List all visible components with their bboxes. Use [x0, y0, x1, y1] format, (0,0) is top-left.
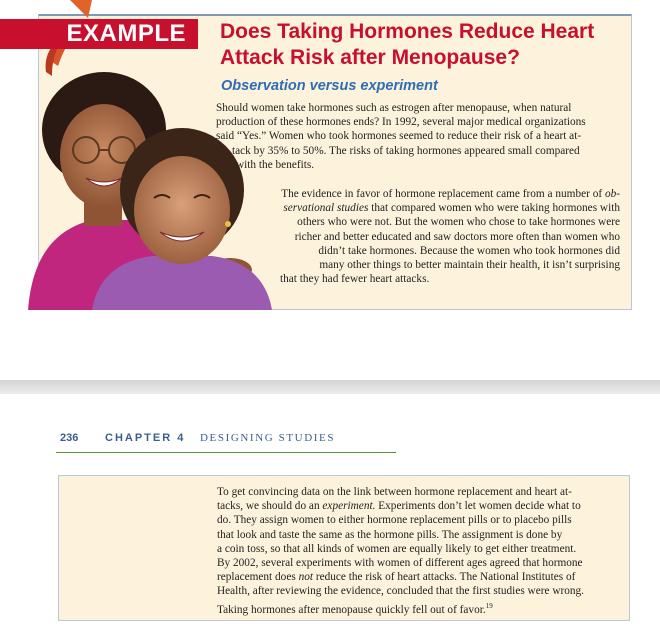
page-gap: [0, 380, 660, 394]
text-line: didn’t take hormones. Because the women who took hormones did: [318, 244, 620, 257]
chapter-label: CHAPTER 4: [105, 432, 186, 444]
text-line: that they had fewer heart attacks.: [280, 273, 430, 286]
text-line: Should women take hormones such as estrogen after menopause, when natural: [216, 102, 572, 114]
text-span: The evidence in favor of hormone replacement came from a number of: [281, 188, 605, 200]
paragraph-3: [217, 485, 620, 617]
emphasis-text: not: [298, 571, 313, 584]
text-span: reduce the risk of heart attacks. The National Institutes of: [313, 571, 576, 584]
text-line: many other things to better maintain their health, it isn’t surprising: [319, 259, 620, 272]
text-line: a coin toss, so that all kinds of women are equally likely to get either treatment.: [217, 542, 577, 555]
footnote-marker: 19: [485, 601, 493, 610]
text-line: richer and better educated and saw doctors more often than women who: [294, 230, 620, 243]
example-title-line: Attack Risk after Menopause?: [220, 46, 520, 69]
example-title-line: Does Taking Hormones Reduce Heart: [220, 20, 595, 43]
text-span: replacement does: [217, 571, 299, 584]
running-head-rule: [56, 452, 396, 453]
emphasis-text: ob-: [604, 188, 620, 200]
text-line: do. They assign women to either hormone replacement pills or to placebo pills: [217, 514, 572, 527]
example-badge: EXAMPLE: [0, 19, 198, 49]
text-line: [217, 499, 620, 513]
paragraph-1: [216, 101, 620, 172]
text-line: [236, 187, 620, 201]
text-line: tack by 35% to 50%. The risks of taking hormones appeared small compared: [232, 144, 580, 157]
emphasis-text: servational studies: [283, 202, 369, 215]
text-span: that compared women who were taking hormones with: [368, 202, 620, 215]
text-line: [236, 201, 620, 215]
paragraph-2: [236, 187, 620, 286]
emphasis-text: experiment.: [322, 500, 376, 513]
text-span: Experiments don’t let women decide what to: [375, 500, 581, 513]
page-number: 236: [60, 432, 79, 444]
example-subtitle: Observation versus experiment: [221, 78, 438, 94]
text-line: that look and taste the same as the hormone pills. The assignment is done by: [217, 528, 563, 541]
chapter-title: DESIGNING STUDIES: [200, 432, 336, 444]
text-span: Taking hormones after menopause quickly fell out of favor.: [217, 603, 486, 616]
example-title: [220, 19, 630, 71]
text-line: [217, 599, 620, 617]
text-line: [217, 570, 620, 584]
text-line: By 2002, several experiments with women of different ages agreed that hormone: [217, 557, 583, 570]
text-line: Health, after reviewing the evidence, concluded that the first studies were wrong.: [217, 585, 585, 598]
text-line: production of these hormones ends? In 1992, several major medical organizations: [216, 116, 586, 129]
text-line: said “Yes.” Women who took hormones seemed to reduce their risk of a heart at-: [216, 130, 582, 143]
text-line: others who were not. But the women who chose to take hormones were: [297, 216, 620, 229]
text-line: with the benefits.: [236, 158, 315, 171]
text-span: tacks, we should do an: [217, 500, 323, 513]
text-line: To get convincing data on the link between hormone replacement and heart at-: [217, 486, 572, 498]
